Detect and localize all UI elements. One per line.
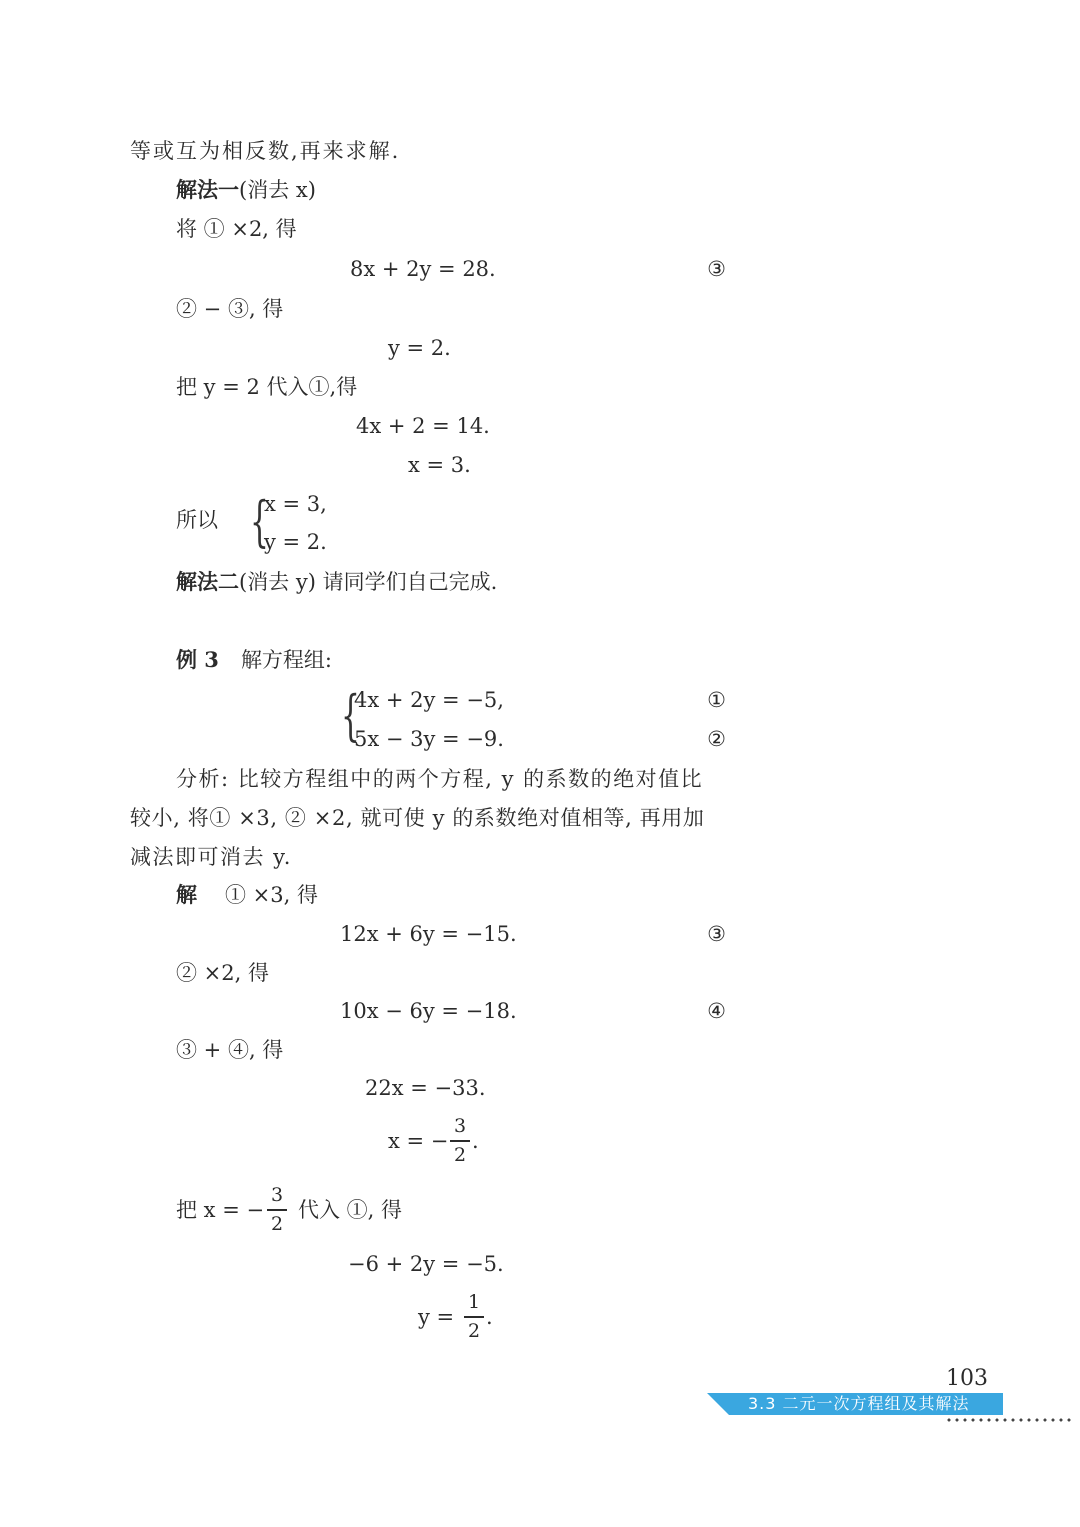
- text-line: 等或互为相反数,再来求解.: [130, 139, 401, 163]
- solution-label: 解: [176, 882, 197, 907]
- equation-end: .: [486, 1305, 493, 1329]
- section-title: 3.3 二元一次方程组及其解法: [748, 1394, 970, 1413]
- method-two-heading: [176, 568, 497, 596]
- fraction-denominator: 2: [467, 1320, 481, 1342]
- analysis-line: 分析: 比较方程组中的两个方程, y 的系数的绝对值比: [176, 767, 704, 791]
- method-one-note: (消去 x): [239, 178, 316, 202]
- fraction-bar: [464, 1316, 484, 1318]
- equation: −6 + 2y = −5.: [348, 1252, 504, 1276]
- step-text: 把 y = 2 代入①,得: [176, 375, 358, 399]
- step-text: ② ×2, 得: [176, 961, 269, 985]
- fraction-bar: [450, 1140, 470, 1142]
- left-brace: {: [250, 490, 269, 553]
- equation: x = 3.: [408, 453, 471, 477]
- solution-x: x = 3,: [264, 492, 327, 516]
- left-brace: {: [341, 684, 360, 747]
- equation-tag: ④: [707, 999, 726, 1023]
- solution-heading: [176, 881, 318, 909]
- equation-end: .: [472, 1129, 479, 1153]
- equation: 4x + 2 = 14.: [356, 414, 490, 438]
- page-number: 103: [946, 1366, 988, 1391]
- method-two-note: (消去 y) 请同学们自己完成.: [239, 570, 498, 594]
- analysis-line: 较小, 将① ×3, ② ×2, 就可使 y 的系数绝对值相等, 再用加: [130, 806, 705, 830]
- dotted-rule: [945, 1418, 1075, 1422]
- method-one-label: 解法一: [176, 177, 239, 202]
- fraction-numerator: 3: [270, 1184, 284, 1206]
- step-text: 代入 ①, 得: [298, 1198, 403, 1222]
- equation-tag: ②: [707, 727, 726, 751]
- fraction-numerator: 1: [467, 1291, 481, 1313]
- example-label: 例 3: [176, 647, 219, 672]
- equation-lhs: x = −: [388, 1129, 449, 1153]
- step-text: 将 ① ×2, 得: [176, 217, 297, 241]
- equation-tag: ③: [707, 257, 726, 281]
- fraction-denominator: 2: [453, 1144, 467, 1166]
- solution-y: y = 2.: [264, 530, 327, 554]
- system-equation-2: 5x − 3y = −9.: [354, 727, 504, 751]
- step-text: ③ + ④, 得: [176, 1038, 284, 1062]
- equation: 8x + 2y = 28.: [350, 257, 496, 281]
- method-one-heading: [176, 176, 316, 204]
- step-text: ② − ③, 得: [176, 297, 284, 321]
- equation: 22x = −33.: [365, 1076, 486, 1100]
- method-two-label: 解法二: [176, 569, 239, 594]
- conclusion-label: 所以: [176, 508, 218, 532]
- solution-step: ① ×3, 得: [225, 883, 318, 907]
- example-prompt: 解方程组:: [240, 648, 333, 672]
- system-equation-1: 4x + 2y = −5,: [354, 688, 504, 712]
- analysis-line: 减法即可消去 y.: [130, 845, 292, 869]
- fraction-numerator: 3: [453, 1115, 467, 1137]
- equation: y = 2.: [388, 336, 451, 360]
- fraction-denominator: 2: [270, 1213, 284, 1235]
- example-heading: [176, 646, 332, 674]
- equation-lhs: y =: [418, 1305, 455, 1329]
- equation: 10x − 6y = −18.: [340, 999, 517, 1023]
- equation-tag: ③: [707, 922, 726, 946]
- equation-tag: ①: [707, 688, 726, 712]
- step-text: 把 x = −: [176, 1198, 265, 1222]
- fraction-bar: [267, 1209, 287, 1211]
- equation: 12x + 6y = −15.: [340, 922, 517, 946]
